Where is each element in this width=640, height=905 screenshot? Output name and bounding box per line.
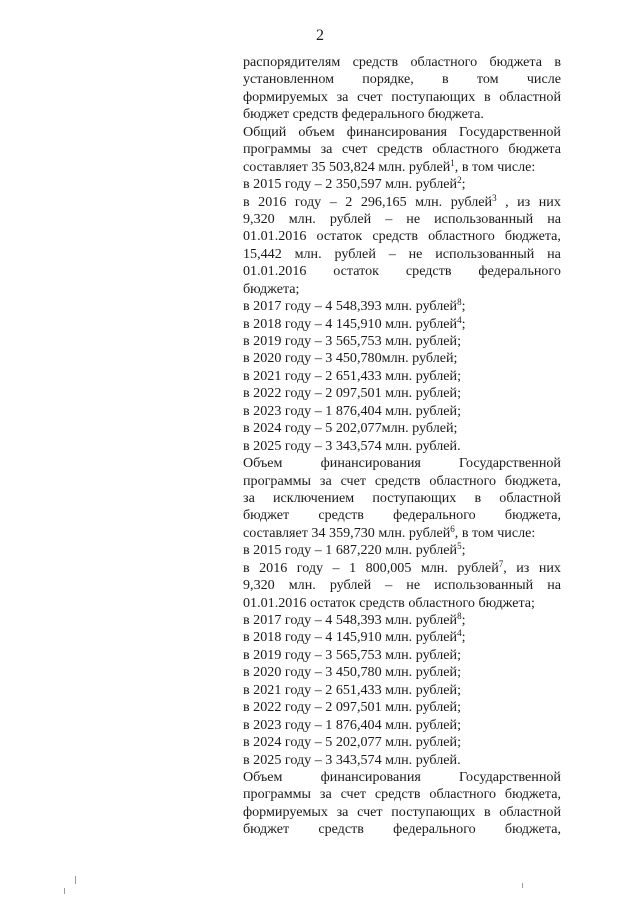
word: федерального bbox=[393, 507, 476, 524]
word: в bbox=[483, 88, 491, 105]
scan-artifact bbox=[64, 888, 65, 894]
word: бюджета, bbox=[504, 507, 561, 524]
word: из bbox=[517, 193, 531, 210]
word: распорядителям bbox=[243, 54, 341, 70]
word: счет bbox=[357, 88, 383, 105]
text-line: в 2015 году – 2 350,597 млн. рублей$^2$; bbox=[243, 175, 466, 193]
word: остаток bbox=[333, 263, 380, 280]
word: средств bbox=[377, 141, 423, 158]
word: млн. bbox=[420, 559, 448, 576]
text-line bbox=[243, 821, 561, 838]
text-line bbox=[243, 71, 561, 88]
word: программы bbox=[243, 786, 312, 803]
word: средств bbox=[374, 472, 421, 489]
word: в bbox=[243, 559, 250, 576]
word: не bbox=[406, 210, 421, 227]
word: на bbox=[547, 577, 561, 594]
text-line bbox=[243, 246, 561, 263]
word: Государственной bbox=[459, 455, 561, 472]
word: рублей bbox=[329, 210, 372, 227]
word: программы bbox=[243, 472, 312, 489]
word: бюджета, bbox=[504, 228, 561, 245]
text-line bbox=[243, 473, 561, 490]
word: Объем bbox=[243, 455, 283, 472]
text-line bbox=[243, 194, 561, 211]
text-line bbox=[243, 507, 561, 524]
text-line: в 2019 году – 3 565,753 млн. рублей; bbox=[243, 333, 461, 349]
word: использованный bbox=[435, 245, 535, 262]
word: средств bbox=[318, 507, 364, 524]
word: поступающих bbox=[372, 489, 457, 506]
word: за bbox=[336, 88, 349, 105]
word: использованный bbox=[434, 210, 534, 227]
text-line bbox=[243, 455, 561, 472]
word: них bbox=[538, 559, 561, 576]
text-line bbox=[243, 124, 561, 141]
word: 15,442 bbox=[243, 245, 282, 262]
word: – bbox=[332, 559, 340, 576]
word: счет bbox=[341, 141, 368, 158]
word: счет bbox=[340, 786, 367, 803]
text-line bbox=[243, 263, 561, 280]
word: году bbox=[296, 559, 324, 576]
word: объем bbox=[298, 123, 335, 140]
text-line: в 2015 году – 1 687,220 млн. рублей$^5$; bbox=[243, 541, 466, 559]
word: счет bbox=[340, 472, 367, 489]
scan-artifact bbox=[522, 883, 523, 888]
word: на bbox=[547, 245, 561, 262]
word: областной bbox=[499, 489, 561, 506]
word: рублей bbox=[334, 245, 376, 262]
word: – bbox=[385, 210, 393, 227]
word: исключением bbox=[272, 489, 355, 506]
text-line: в 2018 году – 4 145,910 млн. рублей$^4$; bbox=[243, 314, 466, 332]
word: областного bbox=[410, 54, 478, 70]
word: средств bbox=[374, 786, 421, 803]
word: программы bbox=[243, 141, 312, 158]
text-line: в 2020 году – 3 450,780 млн. рублей; bbox=[243, 664, 461, 681]
word: 01.01.2016 bbox=[243, 263, 307, 280]
word: поступающих bbox=[391, 88, 476, 105]
word: поступающих bbox=[391, 803, 476, 820]
word: бюджет bbox=[243, 507, 290, 524]
word: формируемых bbox=[243, 88, 328, 105]
word: не bbox=[406, 577, 421, 594]
text-line: в 2025 году – 3 343,574 млн. рублей. bbox=[243, 751, 461, 768]
text-line: в 2018 году – 4 145,910 млн. рублей$^4$; bbox=[243, 628, 466, 646]
word: не bbox=[408, 245, 423, 262]
word: областного bbox=[429, 786, 497, 803]
word: – bbox=[388, 245, 396, 262]
word: средств bbox=[352, 54, 399, 70]
word: 296,165 bbox=[360, 193, 407, 210]
text-line: в 2024 году – 5 202,077млн. рублей; bbox=[243, 420, 458, 437]
word: 2016 bbox=[258, 193, 287, 210]
text-line: в 2017 году – 4 548,393 млн. рублей$^8$; bbox=[243, 297, 466, 315]
word: областной bbox=[499, 88, 561, 105]
word: остаток bbox=[316, 228, 363, 245]
text-line: в 2020 году – 3 450,780млн. рублей; bbox=[243, 350, 458, 367]
word: средств bbox=[405, 263, 452, 280]
text-line: в 2017 году – 4 548,393 млн. рублей$^8$; bbox=[243, 611, 466, 628]
word: использованный bbox=[434, 577, 534, 594]
word: 2 bbox=[345, 193, 353, 210]
word: финансирования bbox=[346, 123, 447, 140]
scan-artifact bbox=[75, 876, 76, 884]
word: бюджет bbox=[243, 821, 290, 838]
word: 2016 bbox=[259, 559, 288, 576]
word: числе bbox=[526, 71, 561, 88]
text-line bbox=[243, 211, 561, 228]
word: – bbox=[385, 577, 393, 594]
word: том bbox=[476, 71, 499, 88]
word: за bbox=[319, 472, 332, 489]
document-text-column bbox=[243, 54, 561, 839]
word: млн. bbox=[294, 245, 322, 262]
text-line: 01.01.2016 остаток средств областного бюджета; bbox=[243, 594, 535, 611]
word: в bbox=[474, 489, 482, 506]
page-number: 2 bbox=[316, 27, 324, 44]
text-line bbox=[243, 804, 561, 821]
word: в bbox=[554, 54, 561, 70]
text-line bbox=[243, 490, 561, 507]
word: на bbox=[547, 210, 561, 227]
word: Государственной bbox=[459, 768, 561, 785]
word: счет bbox=[357, 803, 383, 820]
word: областного bbox=[432, 141, 499, 158]
word: 1 bbox=[349, 559, 357, 576]
word: финансирования bbox=[320, 768, 421, 785]
text-line bbox=[243, 141, 561, 158]
word: федерального bbox=[393, 821, 476, 838]
text-line: составляет 35 503,824 млн. рублей$^1$, в том числе: bbox=[243, 157, 536, 175]
word: Объем bbox=[243, 768, 283, 785]
word: млн. bbox=[288, 210, 316, 227]
word: федерального bbox=[478, 263, 561, 280]
word: бюджета, bbox=[504, 821, 561, 838]
word: финансирования bbox=[320, 455, 421, 472]
text-line: в 2019 году – 3 565,753 млн. рублей; bbox=[243, 646, 461, 663]
word: в bbox=[243, 193, 250, 210]
word: за bbox=[243, 489, 255, 506]
text-line bbox=[243, 89, 561, 106]
word: Общий bbox=[243, 123, 287, 140]
text-line: составляет 34 359,730 млн. рублей$^6$, в том числе: bbox=[243, 523, 536, 541]
text-line bbox=[243, 577, 561, 594]
word: рублей$^3$ bbox=[450, 192, 497, 210]
word: областной bbox=[499, 803, 561, 820]
text-line: в 2021 году – 2 651,433 млн. рублей; bbox=[243, 681, 461, 698]
word: областного bbox=[429, 472, 497, 489]
word: 800,005 bbox=[365, 559, 412, 576]
word: – bbox=[329, 193, 337, 210]
word: них bbox=[538, 193, 561, 210]
word: 9,320 bbox=[243, 577, 275, 594]
text-line: в 2025 году – 3 343,574 млн. рублей. bbox=[243, 437, 461, 454]
text-line: в 2023 году – 1 876,404 млн. рублей; bbox=[243, 716, 461, 733]
word: за bbox=[319, 786, 332, 803]
word: рублей$^7$, bbox=[457, 558, 507, 576]
word: Государственной bbox=[459, 123, 561, 140]
text-line bbox=[243, 560, 561, 577]
text-line bbox=[243, 769, 561, 786]
word: бюджета bbox=[489, 54, 543, 70]
text-line: в 2022 году – 2 097,501 млн. рублей; bbox=[243, 699, 461, 716]
word: за bbox=[336, 803, 349, 820]
word: году bbox=[294, 193, 322, 210]
word: млн. bbox=[288, 577, 316, 594]
text-line bbox=[243, 54, 561, 71]
word: бюджета bbox=[508, 141, 561, 158]
word: за bbox=[320, 141, 333, 158]
word: в bbox=[483, 803, 491, 820]
text-line: в 2021 году – 2 651,433 млн. рублей; bbox=[243, 367, 461, 384]
word: бюджета, bbox=[504, 472, 561, 489]
word: установленном bbox=[243, 71, 335, 88]
text-line: в 2023 году – 1 876,404 млн. рублей; bbox=[243, 402, 461, 419]
word: формируемых bbox=[243, 803, 328, 820]
word: млн. bbox=[415, 193, 443, 210]
word: рублей bbox=[329, 577, 372, 594]
word: 9,320 bbox=[243, 210, 275, 227]
word: порядке, bbox=[362, 71, 414, 88]
word: в bbox=[442, 71, 449, 88]
word: средств bbox=[372, 228, 419, 245]
text-line: в 2022 году – 2 097,501 млн. рублей; bbox=[243, 385, 461, 402]
text-line bbox=[243, 786, 561, 803]
text-line: бюджета; bbox=[243, 280, 300, 297]
word: средств bbox=[318, 821, 364, 838]
word: областного bbox=[428, 228, 495, 245]
word: бюджета, bbox=[504, 786, 561, 803]
word: , bbox=[505, 193, 509, 210]
word: из bbox=[516, 559, 530, 576]
text-line: бюджет средств федерального бюджета. bbox=[243, 106, 484, 123]
word: 01.01.2016 bbox=[243, 228, 307, 245]
text-line bbox=[243, 228, 561, 245]
text-line: в 2024 году – 5 202,077 млн. рублей; bbox=[243, 734, 461, 751]
